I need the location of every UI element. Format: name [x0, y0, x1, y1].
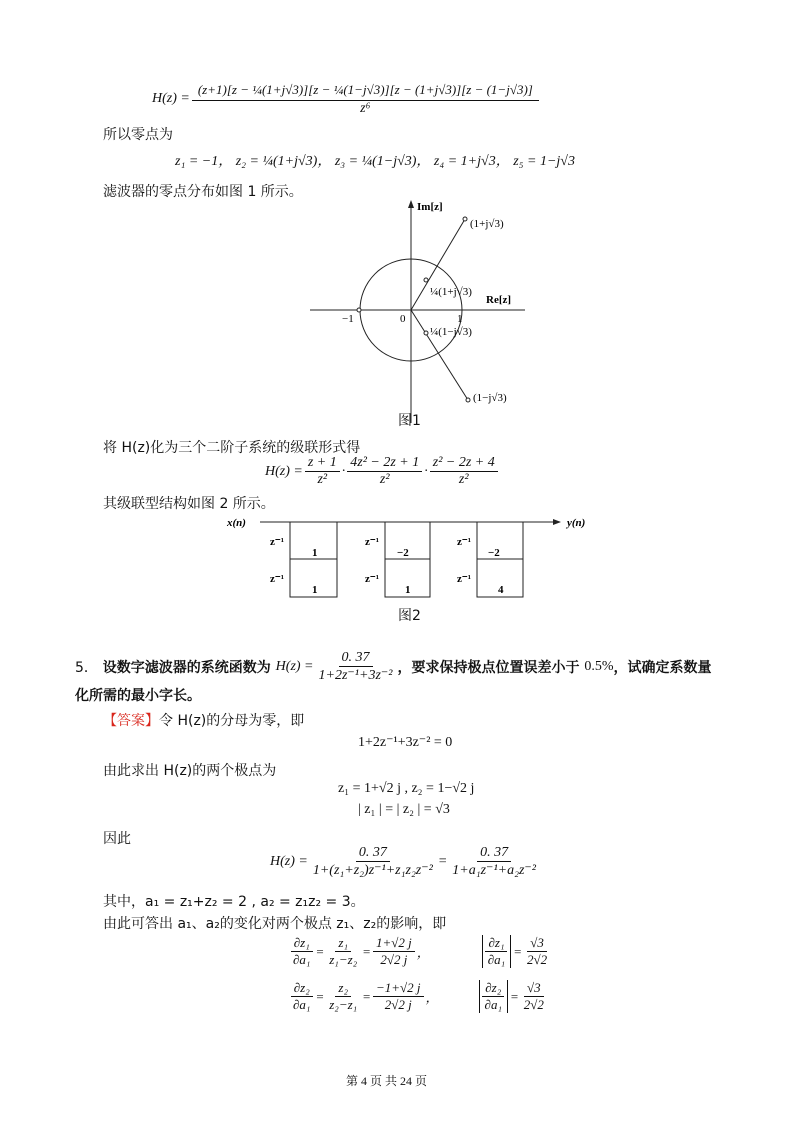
dot: · — [341, 463, 346, 479]
delay-label: z⁻¹ — [365, 536, 379, 548]
label-z3: ¼(1−j√3) — [430, 326, 472, 338]
tick-one: 1 — [457, 313, 463, 325]
question-text: 设数字滤波器的系统函数为 — [102, 660, 271, 676]
frac2-den: z² — [379, 472, 390, 487]
delay-label: z⁻¹ — [270, 536, 284, 548]
frac-num: ∂z₁ — [291, 935, 313, 952]
frac-num: 0. 37 — [477, 845, 511, 862]
frac-den: z₁−z₂ — [329, 952, 358, 967]
frac-num: 1+√2 j — [373, 935, 415, 952]
zero-marker — [466, 398, 470, 402]
delay-label: z⁻¹ — [457, 536, 471, 548]
frac1-num: z + 1 — [305, 455, 340, 472]
delay-label: z⁻¹ — [365, 573, 379, 585]
equation-derivative-z1: $\frac{\text{∂z₁}}{\text{∂a₁}}$ = $\frac{\text{z₁}}{\text{z₁−z₂}}$ = $\frac{1+√2 j}{2√2 j}$ ， $\frac{\text{∂z₁}}{\text{∂a₁}}$ = $\frac{√3}{2√2}$ — [288, 935, 552, 968]
figure-2-cascade-diagram — [225, 512, 595, 607]
coef-label: 1 — [312, 547, 318, 559]
figure-1-caption: 图1 — [398, 413, 421, 429]
frac1-den: z² — [317, 472, 328, 487]
equation-poles: z₁ = 1+√2 j , z₂ = 1−√2 j — [338, 781, 475, 796]
frac-num: z₁ — [335, 935, 351, 952]
im-label: Im[z] — [417, 201, 443, 213]
tick-zero: 0 — [400, 313, 406, 325]
re-label: Re[z] — [486, 294, 512, 306]
question-5 — [75, 650, 712, 684]
text-cascade: 将 H(z)化为三个二阶子系统的级联形式得 — [103, 440, 361, 456]
label-z2: ¼(1+j√3) — [430, 286, 472, 298]
answer-line-1 — [103, 710, 304, 730]
answer-text: 因此 — [103, 831, 131, 847]
frac-den: 1+(z₁+z₂)z⁻¹+z₁z₂z⁻² — [312, 863, 433, 878]
coef-label: 1 — [312, 584, 318, 596]
delay-label: z⁻¹ — [270, 573, 284, 585]
eq-denominator: z⁶ — [360, 101, 371, 116]
zeros-list: z₁ = −1， z₂ = ¼(1+j√3)， z₃ = ¼(1−j√3)， z₄ = 1+j√3， z₅ = 1−j√3 — [175, 154, 575, 169]
hz: H(z) = — [275, 659, 314, 674]
figure-1-zero-plot — [300, 195, 540, 430]
frac-num: √3 — [527, 935, 547, 952]
frac-den: 1+2z⁻¹+3z⁻² — [318, 668, 393, 683]
coef-label: −2 — [397, 547, 409, 559]
tick-minus-one: −1 — [342, 313, 354, 325]
frac-num: ∂z₂ — [482, 980, 504, 997]
label-z5: (1−j√3) — [473, 392, 507, 404]
frac-den: 2√2 j — [380, 952, 408, 967]
equation-pole-magnitude: | z₁ | = | z₂ | = √3 — [358, 802, 450, 817]
percent: 0.5% — [584, 659, 614, 674]
answer-text: 令 H(z)的分母为零，即 — [159, 713, 305, 729]
frac-num: −1+√2 j — [373, 980, 424, 997]
frac-den: 2√2 — [526, 952, 548, 967]
frac-den: 1+a₁z⁻¹+a₂z⁻² — [452, 863, 536, 878]
frac-den: 2√2 — [523, 997, 544, 1012]
equation-hz-coeffs: H(z) = $\frac{0. 37}{\text{1+(z₁+z₂)z⁻¹+z₁z₂z⁻²}}$ = $\frac{0. 37}{\text{1+a₁z⁻¹+a₂z⁻²}}$ — [270, 845, 541, 879]
text-zeros: 所以零点为 — [103, 127, 173, 143]
question-text: 化所需的最小字长。 — [75, 688, 201, 704]
coef-label: −2 — [488, 547, 500, 559]
eq-lhs: H(z) = — [152, 90, 190, 106]
frac-den: z₂−z₁ — [329, 997, 358, 1012]
delay-label: z⁻¹ — [457, 573, 471, 585]
eq-lhs: H(z) = — [270, 854, 308, 869]
answer-text: 由此求出 H(z)的两个极点为 — [103, 763, 277, 779]
answer-text: 由此可答出 a₁、a₂的变化对两个极点 z₁、z₂的影响，即 — [103, 916, 447, 932]
coef-label: 1 — [405, 584, 411, 596]
text-fig2-ref: 其级联型结构如图 2 所示。 — [103, 496, 275, 512]
frac-num: z₂ — [335, 980, 351, 997]
eq-numerator: (z+1)[z − ¼(1+j√3)][z − ¼(1−j√3)][z − (1+j√3)][z − (1−j√3)] — [192, 80, 539, 101]
answer-tag: 【答案】 — [103, 713, 159, 729]
text-fig1-ref: 滤波器的零点分布如图 1 所示。 — [103, 184, 303, 200]
frac-den: ∂a₁ — [487, 952, 506, 967]
frac2-num: 4z² − 2z + 1 — [347, 455, 422, 472]
equation-hz-zeros — [152, 80, 541, 117]
frac3-num: z² − 2z + 4 — [430, 455, 498, 472]
equation-derivative-z2: $\frac{\text{∂z₂}}{\text{∂a₁}}$ = $\frac{\text{z₂}}{\text{z₂−z₁}}$ = $\frac{-1+√2 j}{2√2 j}$ ， $\frac{\text{∂z₂}}{\text{∂a₁}}$ = $\frac{√3}{2√2}$ — [288, 980, 549, 1013]
zero-marker — [357, 308, 361, 312]
dot: · — [424, 463, 428, 479]
input-label: x(n) — [227, 517, 246, 529]
frac-den: ∂a₁ — [293, 952, 311, 967]
frac-num: 0. 37 — [339, 650, 373, 667]
question-text: ，要求保持极点位置误差小于 — [397, 660, 580, 676]
zero-marker — [463, 217, 467, 221]
question-number: 5． — [75, 660, 98, 676]
eq-lhs: H(z) = — [265, 463, 303, 479]
figure-2-caption: 图2 — [398, 608, 421, 624]
frac-num: ∂z₂ — [291, 980, 313, 997]
equation-cascade — [265, 455, 500, 488]
frac-num: ∂z₁ — [485, 935, 507, 952]
equation-denominator-zero: 1+2z⁻¹+3z⁻² = 0 — [358, 735, 453, 750]
frac-den: ∂a₁ — [484, 997, 502, 1012]
frac-num: 0. 37 — [356, 845, 390, 862]
page-footer: 第 4 页 共 24 页 — [346, 1074, 428, 1088]
answer-text: 其中，a₁ = z₁+z₂ = 2 , a₂ = z₁z₂ = 3。 — [103, 894, 365, 910]
frac-num: √3 — [524, 980, 544, 997]
label-z4: (1+j√3) — [470, 218, 504, 230]
question-text: ，试确定系数量 — [613, 660, 712, 676]
zero-marker — [424, 331, 428, 335]
frac3-den: z² — [458, 472, 469, 487]
frac-den: 2√2 j — [384, 997, 412, 1012]
output-label: y(n) — [567, 517, 586, 529]
zero-marker — [424, 278, 428, 282]
frac-den: ∂a₁ — [293, 997, 311, 1012]
coef-label: 4 — [498, 584, 504, 596]
